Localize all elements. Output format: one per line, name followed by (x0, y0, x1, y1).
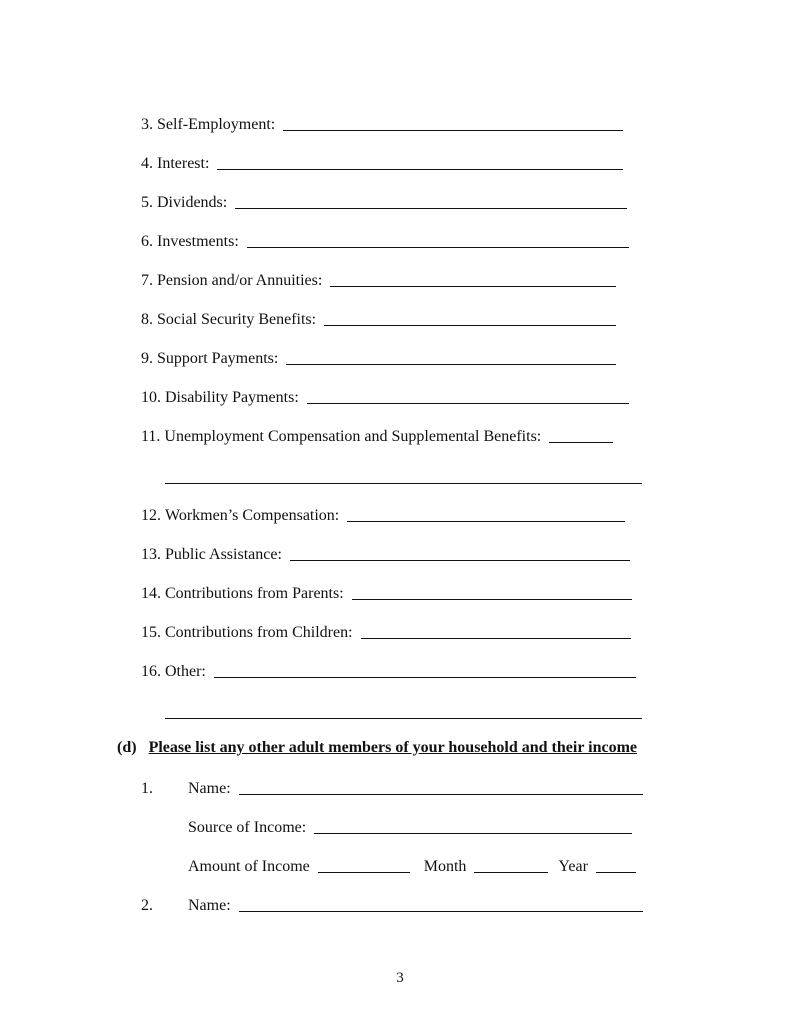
section-d-heading (117, 739, 637, 757)
unemployment-continuation-line[interactable] (165, 483, 642, 484)
item-number: 5. (141, 194, 153, 211)
item-label: Investments: (157, 233, 239, 250)
social-security-field[interactable] (324, 325, 616, 326)
item-disability-payments (141, 385, 629, 407)
item-self-employment (141, 112, 623, 134)
item-interest (141, 151, 623, 173)
page-number: 3 (396, 970, 404, 986)
section-d-title: Please list any other adult members of your household and their income (148, 739, 638, 756)
item-number: 10. (141, 389, 161, 406)
member-1-year-field[interactable] (596, 872, 636, 873)
amount-label: Amount of Income (188, 858, 310, 875)
item-number: 7. (141, 272, 153, 289)
workmens-compensation-field[interactable] (347, 521, 625, 522)
item-label: Workmen’s Compensation: (165, 507, 340, 524)
item-social-security (141, 307, 616, 329)
item-label: Social Security Benefits: (157, 311, 317, 328)
dividends-field[interactable] (235, 208, 627, 209)
item-number: 3. (141, 116, 153, 133)
member-2-name-field[interactable] (239, 911, 643, 912)
month-label: Month (423, 858, 467, 875)
member-1-amount-field[interactable] (318, 872, 410, 873)
item-number: 8. (141, 311, 153, 328)
item-number: 4. (141, 155, 153, 172)
item-label: Unemployment Compensation and Supplemental Benefits: (164, 428, 542, 445)
item-label: Dividends: (157, 194, 228, 211)
member-1-amount-row (188, 854, 636, 876)
support-payments-field[interactable] (286, 364, 616, 365)
year-label: Year (558, 858, 588, 875)
item-pension (141, 268, 616, 290)
item-label: Pension and/or Annuities: (157, 272, 323, 289)
other-field[interactable] (214, 677, 636, 678)
member-1-source-row (188, 815, 632, 837)
item-label: Support Payments: (157, 350, 279, 367)
item-number: 11. (141, 428, 161, 445)
item-label: Disability Payments: (165, 389, 299, 406)
section-d-marker: (d) (117, 739, 137, 756)
item-contributions-parents (141, 581, 632, 603)
other-continuation-line[interactable] (165, 718, 642, 719)
item-public-assistance (141, 542, 630, 564)
item-investments (141, 229, 629, 251)
item-number: 12. (141, 507, 161, 524)
item-number: 14. (141, 585, 161, 602)
item-label: Other: (165, 663, 206, 680)
name-label: Name: (188, 780, 231, 797)
member-1-name-row (141, 776, 643, 798)
item-support-payments (141, 346, 616, 368)
item-contributions-children (141, 620, 631, 642)
item-other (141, 659, 636, 681)
member-number: 2. (141, 897, 153, 914)
item-label: Self-Employment: (157, 116, 276, 133)
member-1-name-field[interactable] (239, 794, 643, 795)
public-assistance-field[interactable] (290, 560, 630, 561)
pension-field[interactable] (330, 286, 616, 287)
investments-field[interactable] (247, 247, 629, 248)
item-number: 13. (141, 546, 161, 563)
item-dividends (141, 190, 627, 212)
member-1-source-field[interactable] (314, 833, 632, 834)
interest-field[interactable] (217, 169, 623, 170)
item-workmens-compensation (141, 503, 625, 525)
item-label: Public Assistance: (165, 546, 282, 563)
self-employment-field[interactable] (283, 130, 623, 131)
unemployment-field[interactable] (549, 442, 613, 443)
member-1-month-field[interactable] (474, 872, 548, 873)
member-2-name-row (141, 893, 643, 915)
item-number: 16. (141, 663, 161, 680)
item-unemployment (141, 424, 613, 446)
item-label: Contributions from Children: (165, 624, 353, 641)
item-number: 9. (141, 350, 153, 367)
item-number: 6. (141, 233, 153, 250)
contributions-children-field[interactable] (361, 638, 631, 639)
source-label: Source of Income: (188, 819, 307, 836)
item-label: Interest: (157, 155, 210, 172)
member-number: 1. (141, 780, 153, 797)
contributions-parents-field[interactable] (352, 599, 632, 600)
disability-payments-field[interactable] (307, 403, 629, 404)
item-label: Contributions from Parents: (165, 585, 344, 602)
name-label: Name: (188, 897, 231, 914)
item-number: 15. (141, 624, 161, 641)
